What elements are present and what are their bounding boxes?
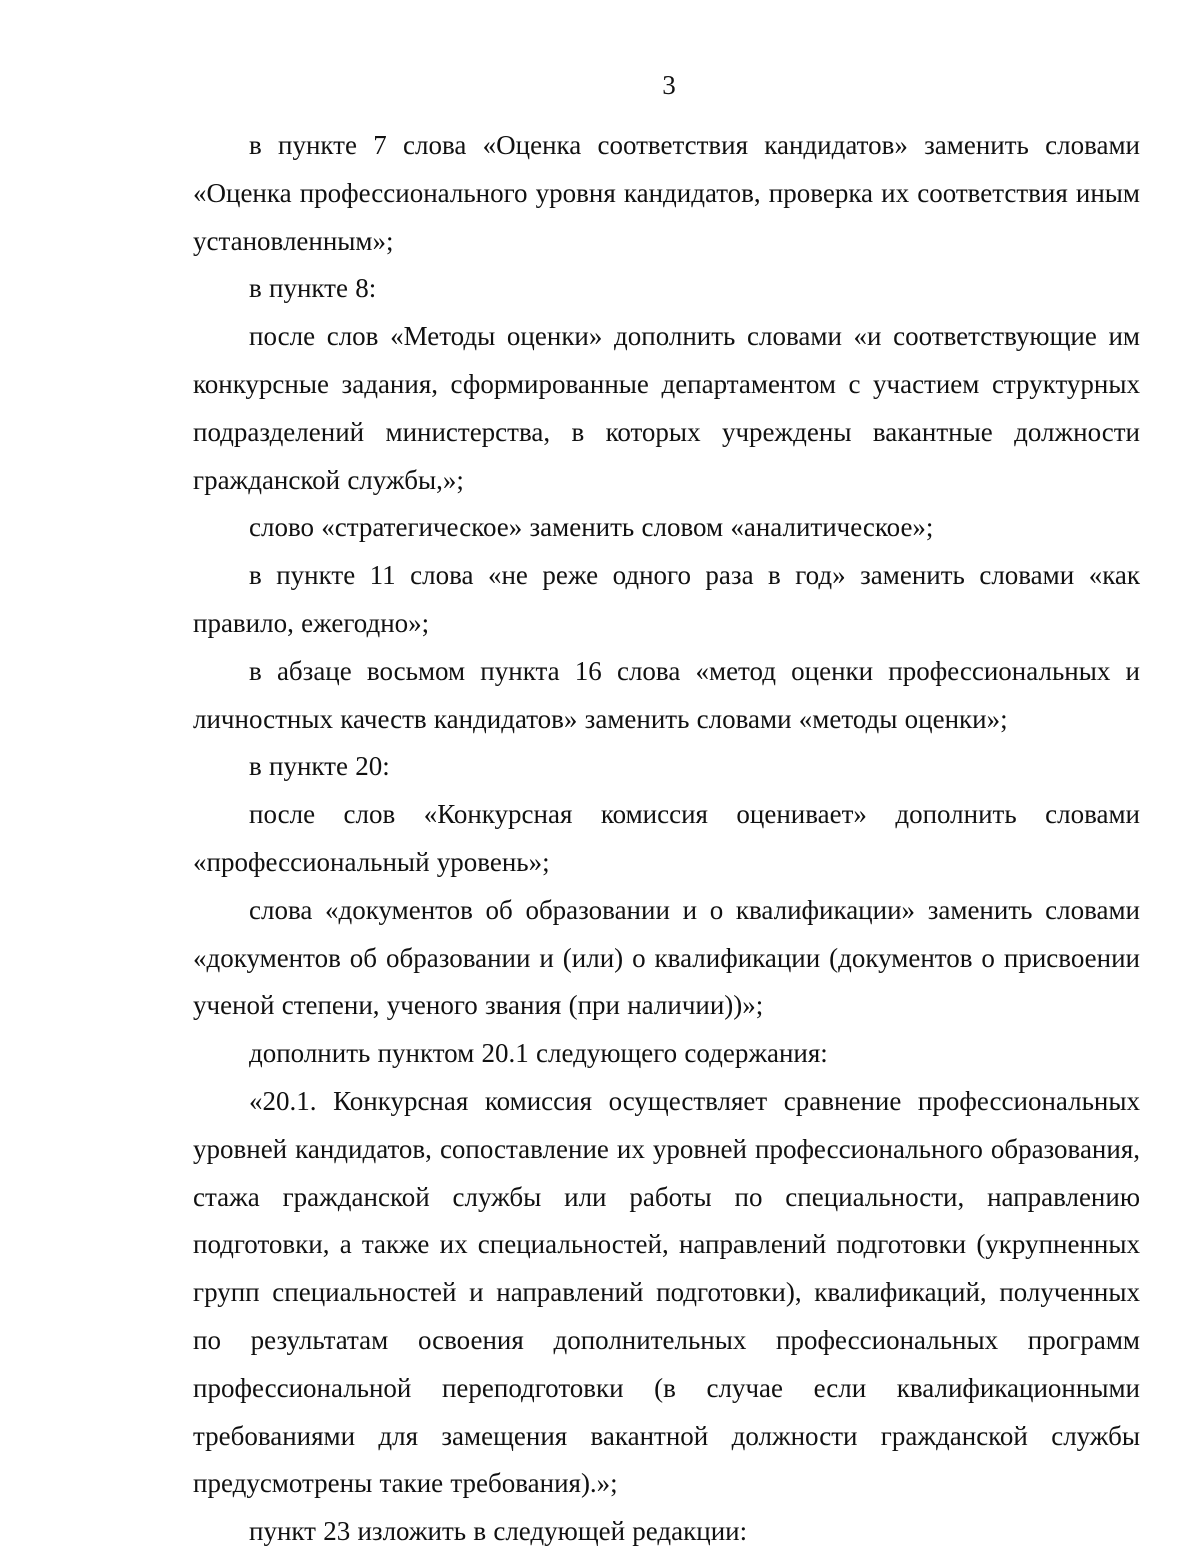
paragraph-education-documents: слова «документов об образовании и о квалификации» заменить словами «документов об образовании и (или) о квалификации (документов о присвоении ученой степени, ученого звания (при наличии))»; [193, 894, 1140, 1021]
page-number: 3 [662, 70, 676, 100]
paragraph-point-23-heading: пункт 23 изложить в следующей редакции: [249, 1516, 748, 1547]
paragraph-commission-evaluates: после слов «Конкурсная комиссия оценивает» дополнить словами «профессиональный уровень»; [193, 799, 1140, 877]
paragraph-point-11: в пункте 11 слова «не реже одного раза в год» заменить словами «как правило, ежегодно»; [193, 560, 1140, 638]
paragraph-add-point-20-1: дополнить пунктом 20.1 следующего содержания: [249, 1038, 828, 1069]
paragraph-point-20-1-text: «20.1. Конкурсная комиссия осуществляет сравнение профессиональных уровней кандидатов, сопоставление их уровней профессионального образования, стажа гражданской службы или работы по специальности, направлению подготовки, а также их специальностей, направлений подготовки (укрупненных групп специальностей и направлений подготовки), квалификаций, полученных по результатам освоения дополнительных профессиональных программ профессиональной переподготовки (в случае если квалификационными требованиями для замещения вакантной должности гражданской службы предусмотрены такие требования).»; [193, 1085, 1140, 1499]
paragraph-word-replacement: слово «стратегическое» заменить словом «аналитическое»; [249, 512, 934, 543]
paragraph-point-16: в абзаце восьмом пункта 16 слова «метод оценки профессиональных и личностных качеств кандидатов» заменить словами «методы оценки»; [193, 655, 1140, 734]
document-body [193, 122, 1140, 1556]
paragraph-point-7: в пункте 7 слова «Оценка соответствия кандидатов» заменить словами «Оценка профессионального уровня кандидатов, проверка их соответствия иным установленным»; [193, 130, 1140, 256]
paragraph-point-8-heading: в пункте 8: [249, 273, 377, 304]
paragraph-point-20-heading: в пункте 20: [249, 751, 390, 782]
paragraph-methods-amendment: после слов «Методы оценки» дополнить словами «и соответствующие им конкурсные задания, сформированные департаментом с участием структурных подразделений министерства, в которых учреждены вакантные должности гражданской службы,»; [193, 321, 1140, 495]
